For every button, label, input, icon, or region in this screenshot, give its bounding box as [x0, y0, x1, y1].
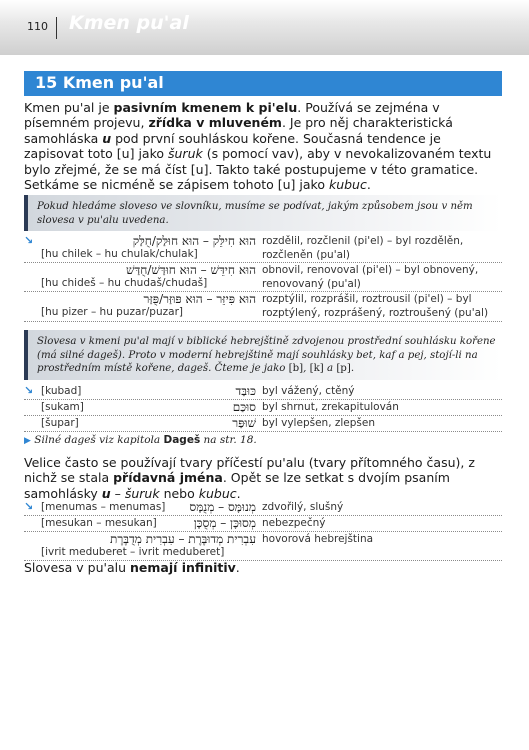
arrow-down-right-icon: ↘ — [24, 500, 34, 513]
para-text: nebo — [159, 485, 199, 501]
para-text: . Opět se lze setkat s dvojím psaním samohlásky — [24, 470, 450, 501]
table-row — [24, 516, 502, 532]
chapter-heading — [24, 71, 502, 96]
hebrew-form: הוּא פִּיזֵּר – הוּא פּוּזַּר/פֻּזַּר — [143, 292, 256, 306]
chapter-number: 15 — [35, 73, 58, 92]
example-table-2 — [24, 384, 502, 432]
intro-text: pod první souhláskou kořene. Současná tendence je zapisovat toto [u] jako — [24, 130, 441, 162]
hebrew-form: סוּכַּם — [232, 400, 256, 414]
note-sound: [b] — [288, 363, 304, 375]
intro-emphasis: zřídka v mluveném — [148, 115, 282, 131]
meaning: obnovil, renovoval (pi'el) – byl obnovený, renovovaný (pu'al) — [262, 264, 479, 290]
intro-emphasis: u — [102, 130, 112, 146]
meaning: rozptýlil, rozprášil, roztrousil (pi'el) – byl rozptýlený, rozprášený, roztroušený (pu'al) — [262, 293, 489, 319]
chapter-title-text: Kmen pu'al — [62, 73, 164, 92]
table-row — [24, 416, 502, 432]
transliteration: [ivrit meduberet – ivrit meduberet] — [41, 546, 225, 558]
cross-reference — [24, 434, 257, 446]
note-text: a — [323, 363, 337, 375]
xref-chapter: Dageš — [163, 434, 201, 446]
transliteration: [mesukan – mesukan] — [41, 517, 157, 529]
xref-text: Silné dageš viz kapitola — [34, 434, 164, 446]
note-text: Slovesa v kmeni pu'al mají v biblické hebrejštině zdvojenou prostřední souhlásku kořene (má silné dageš). Proto v moderní hebrejštině mají souhlásky bet, kaf a pej, stojí-li na prostředním místě kořene, dageš. Čteme je jako — [37, 336, 496, 375]
note-sound: [k] — [309, 363, 324, 375]
hebrew-form: מְנוּמָּס – מְנֻמָּס — [189, 500, 256, 514]
para-term: šuruk — [124, 485, 160, 501]
transliteration: [menumas – menumas] — [41, 501, 166, 513]
intro-text: . — [366, 177, 371, 193]
header-divider — [56, 17, 57, 39]
para-text: – — [110, 485, 125, 501]
transliteration: [hu pizer – hu puzar/puzar] — [41, 306, 183, 318]
transliteration: [šupar] — [41, 417, 79, 429]
intro-emphasis: pasivním kmenem k pi'elu — [113, 100, 298, 115]
intro-term: šuruk — [168, 146, 203, 162]
example-table-1 — [24, 234, 502, 322]
intro-text: . Používá se zejména v písemném projevu, — [24, 100, 440, 131]
final-statement — [24, 560, 240, 575]
page-number: 110 — [27, 20, 48, 33]
meaning: nebezpečný — [262, 517, 326, 529]
note-box — [24, 330, 502, 380]
final-text: . — [235, 560, 240, 575]
note-box: Pokud hledáme sloveso ve slovníku, musíme se podívat, jakým způsobem jsou v něm slovesa v pu'alu uvedena. — [24, 195, 502, 231]
final-emphasis: nemají infinitiv — [129, 560, 236, 575]
para-emphasis: u — [101, 485, 111, 501]
xref-text: na str. 18. — [200, 434, 257, 446]
para-text: . — [236, 485, 241, 501]
arrow-down-right-icon: ↘ — [24, 234, 34, 247]
page-header — [0, 0, 529, 55]
note-text: . — [350, 363, 355, 375]
hebrew-form: כּוּבַּד — [235, 384, 256, 398]
chapter-title — [35, 73, 164, 92]
meaning: zdvořilý, slušný — [262, 501, 344, 513]
participle-paragraph — [24, 455, 502, 501]
hebrew-form: מְסוּכָּן – מְסֻכָּן — [193, 516, 256, 530]
intro-text: Kmen pu'al je — [24, 100, 114, 115]
meaning: rozdělil, rozčlenil (pi'el) – byl rozdělěn, rozčleněn (pu'al) — [262, 235, 464, 261]
transliteration: [kubad] — [41, 385, 82, 397]
table-row — [24, 263, 502, 292]
transliteration: [hu chideš – hu chudaš/chudaš] — [41, 277, 208, 289]
hebrew-form: הוּא חִילֵּק – הוּא חוּלַּק/חֻלַּק — [132, 234, 256, 248]
note-sound: [p] — [336, 363, 351, 375]
triangle-right-icon: ▶ — [24, 436, 31, 446]
hebrew-form: הוּא חִידֵּשׁ – הוּא חוּדַּשׁ/חֻדַּשׁ — [126, 263, 256, 277]
hebrew-form: עִבְרִית מְדוּבֶּרֶת – עִבְרִית מְדֻבֶּרֶת — [110, 532, 256, 546]
meaning: byl shrnut, zrekapitulován — [262, 401, 399, 413]
transliteration: [hu chilek – hu chulak/chulak] — [41, 248, 198, 260]
para-term: kubuc — [198, 485, 237, 501]
intro-paragraph — [24, 100, 502, 192]
table-row — [24, 234, 502, 263]
intro-text: (s pomocí vav), aby v nevokalizovaném textu bylo zřejmé, že se má číst [u]. Takto také postupujeme v této gramatice. Setkáme se nicméně se zápisem tohoto [u] jako — [24, 146, 492, 193]
para-emphasis: přídavná jména — [113, 470, 223, 486]
intro-text: . Je pro něj charakteristická samohláska — [24, 115, 453, 146]
note-text: , — [303, 363, 310, 375]
arrow-down-right-icon: ↘ — [24, 384, 34, 397]
example-table-3 — [24, 500, 502, 561]
running-title: Kmen pu'al — [69, 12, 189, 34]
hebrew-form: שׁוּפַּר — [232, 416, 256, 430]
intro-term: kubuc — [328, 177, 367, 193]
para-text: Velice často se používají tvary příčestí pu'alu (tvary přítomného času), z nichž se stala — [24, 455, 475, 486]
meaning: hovorová hebrejština — [262, 533, 374, 545]
final-text: Slovesa v pu'alu — [24, 560, 130, 575]
table-row — [24, 292, 502, 322]
table-row — [24, 532, 502, 561]
table-row — [24, 500, 502, 516]
transliteration: [sukam] — [41, 401, 84, 413]
meaning: byl vylepšen, zlepšen — [262, 417, 376, 429]
table-row — [24, 384, 502, 400]
table-row — [24, 400, 502, 416]
meaning: byl vážený, ctěný — [262, 385, 355, 397]
